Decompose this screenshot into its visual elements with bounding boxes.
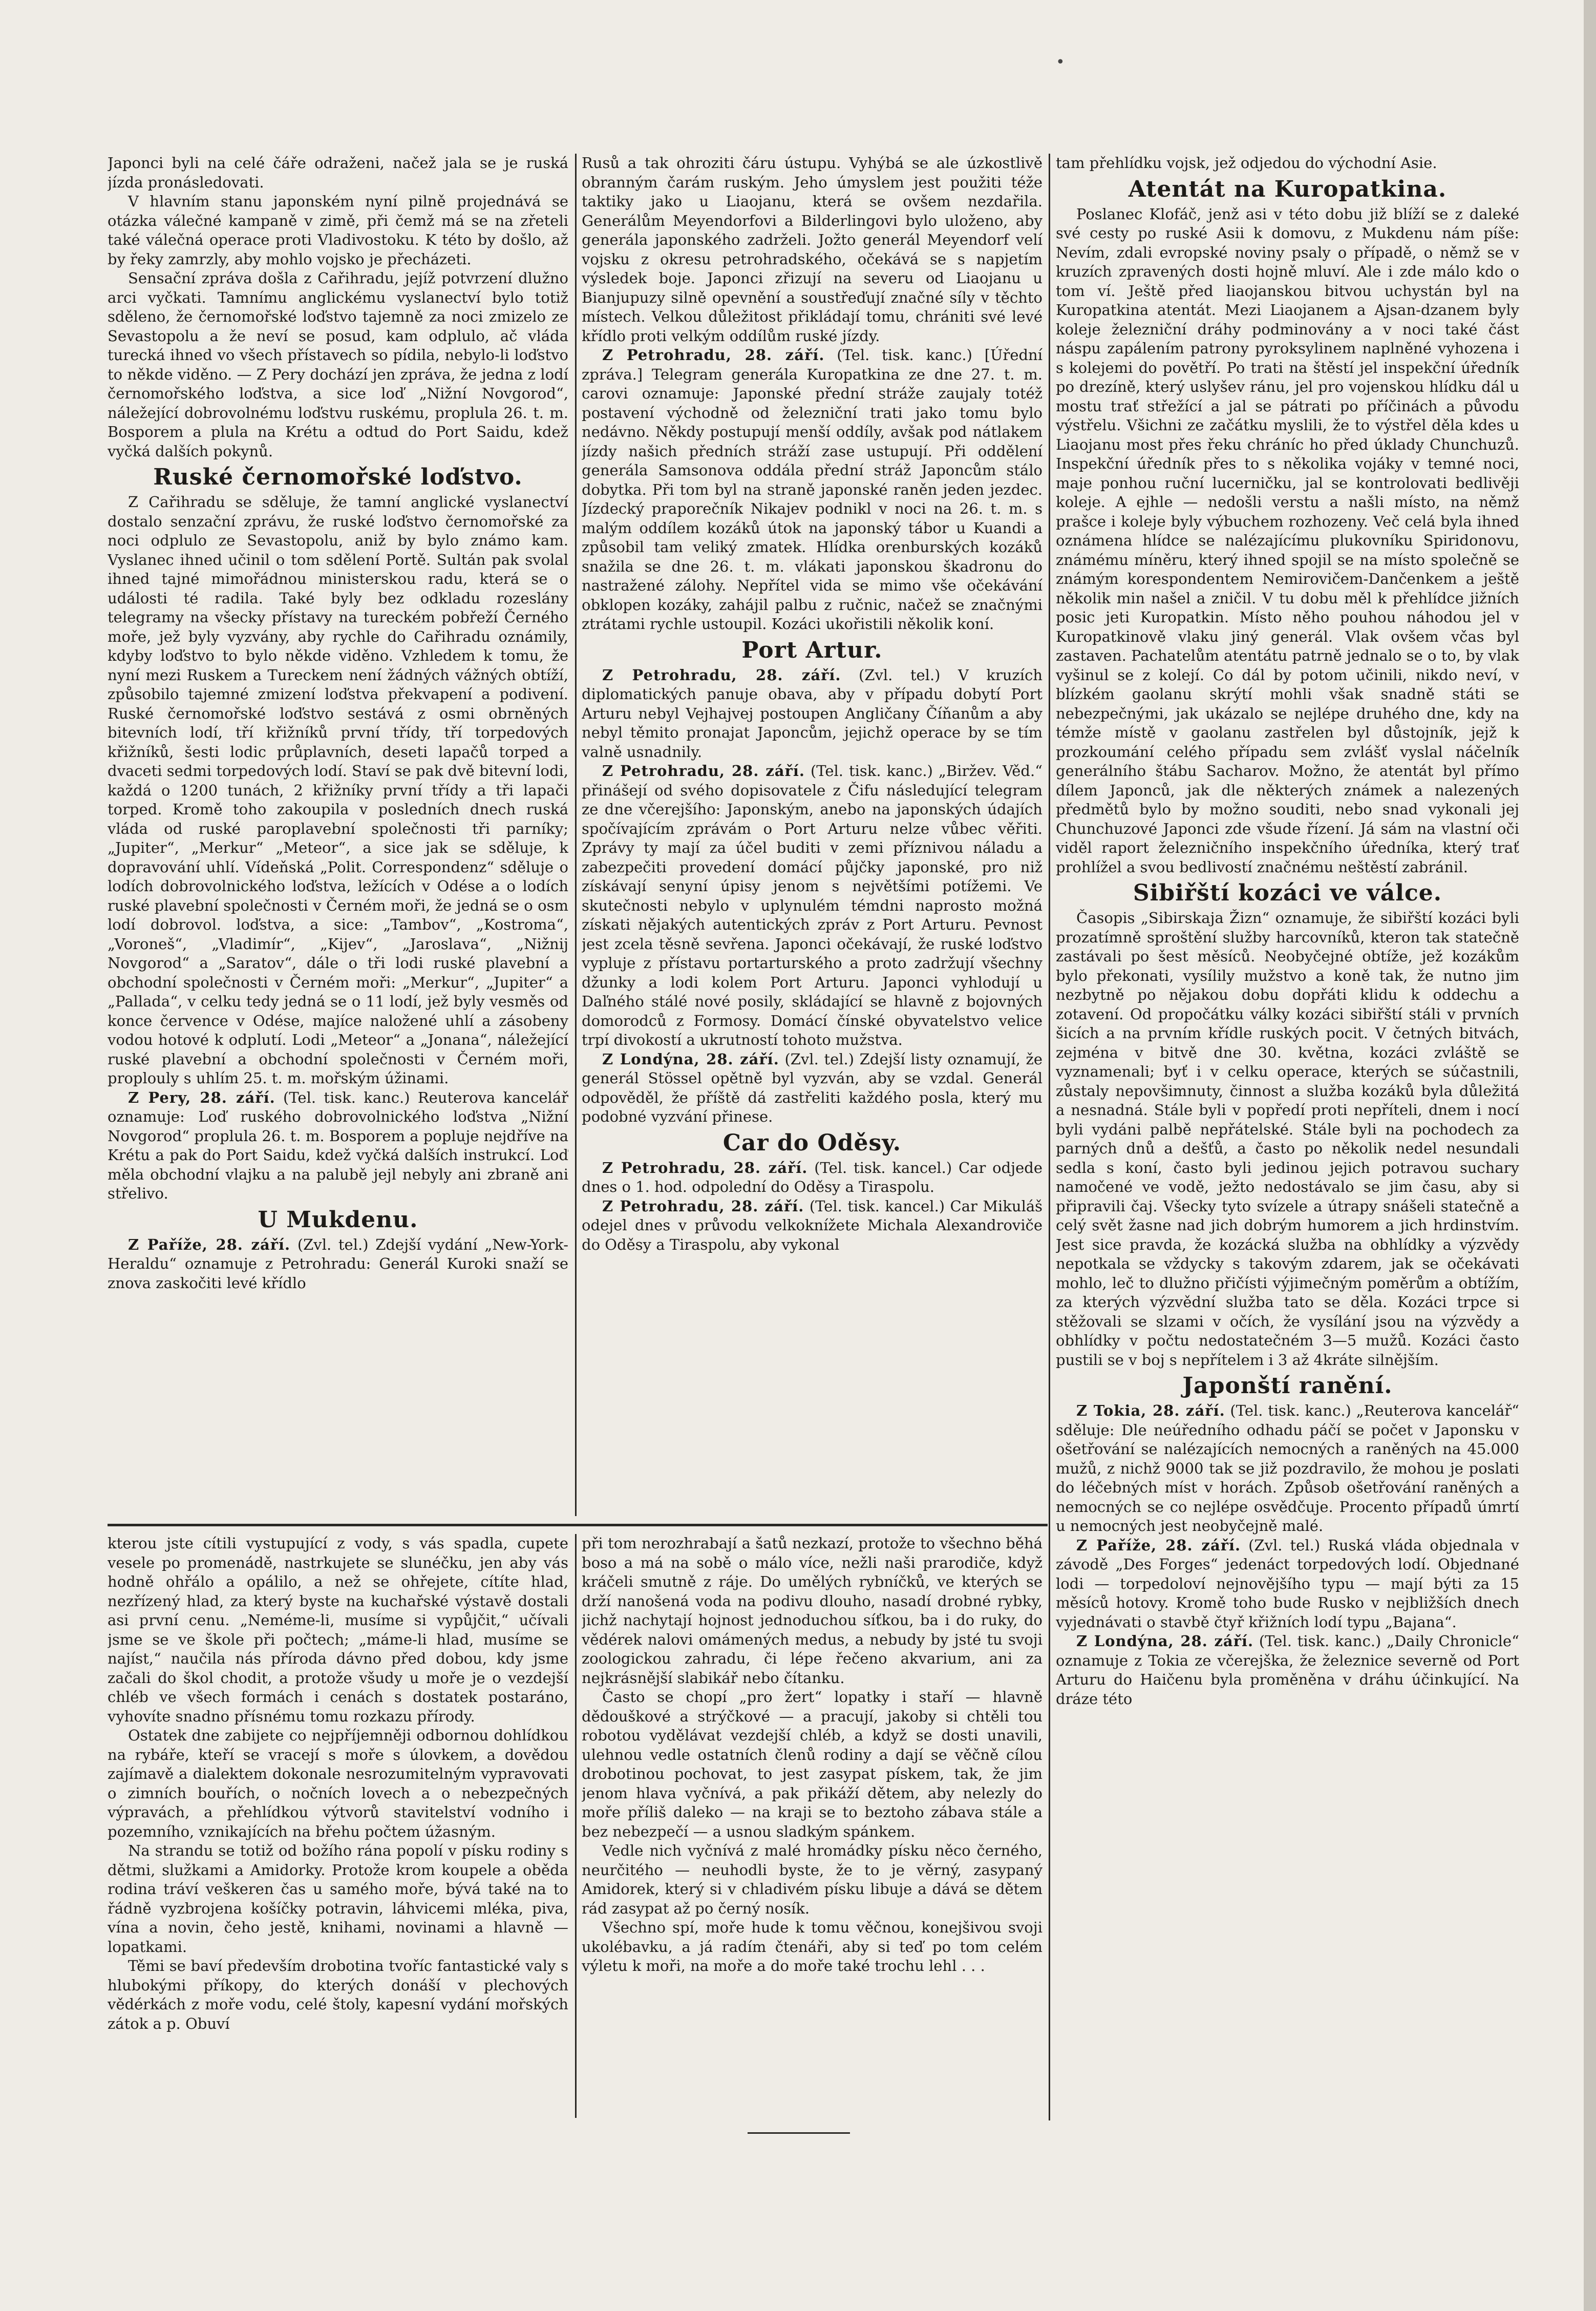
column-rule-2 — [1049, 154, 1050, 2120]
paragraph: (Tel. tisk. kanc.) „Reuterova kancelář“ sděluje: Dle neúředního odhadu páčí se počet v Japonsku v ošetřování se nalézajících nemocných a raněných na 45.000 mužů, z nichž 9000 tak se již pozdravilo, že mohou je poslati do léčebných míst v horách. Způsob ošetřování raněných a nemocných se co nejlépe osvědčuje. Procento případů úmrtí u nemocných jest neobyčejně malé. — [1056, 1402, 1519, 1535]
column-3 — [1056, 154, 1519, 2120]
paragraph: Často se chopí „pro žert“ lopatky i staří — hlavně dědouškové a strýčkové — a pracují, jakoby si chtěli tou robotou vydělávat vezdejší chléb, a když se dosti unavili, ulehnou vedle ostatních členů rodiny a dají se věčně cílou drobotinou pochovat, to jest zasypat pískem, tak, že jim jenom hlava vyčnívá, a pak přikáží dětem, aby nelezly do moře příliš daleko — na kraji se to beztoho zábava stále a bez nebezpečí — a usnou sladkým spánkem. — [582, 1688, 1042, 1840]
feuilleton-rule — [108, 1524, 1048, 1526]
page-edge — [1584, 0, 1596, 2311]
column-rule-1 — [575, 154, 577, 1516]
paragraph: (Tel. tisk. kanc.) „Biržev. Věd.“ přinášejí od svého dopisovatele z Čifu následující telegram ze dne včerejšího: Japonským, anebo na japonských údajích spočívajícím zprávám o Port Arturu nelze vůbec věřiti. Zprávy ty mají za účel buditi v zemi příznivou náladu a zabezpečiti provedení domácí půjčky japonské, pro niž získávají senyní úpisy jenom s největšími potížemi. Ve skutečnosti nebylo v uplynulém témdni naprosto možná získati nějakých autentických zpráv z Port Arturu. Pevnost jest zcela těsně sevřena. Japonci očekávají, že ruské loďstvo vypluje z přístavu portarturského a proto zadržují všechny džunky a lodi kolem Port Arturu. Japonci vyhlodují u Daľného stálé nové posily, skládající se hlavně z bojovných domorodců z Formosy. Domácí čínské obyvatelstvo velice trpí divokostí a ukrutností tohoto mužstva. — [582, 762, 1042, 1048]
paragraph: Vedle nich vyčnívá z malé hromádky písku něco černého, neurčitého — neuhodli byste, že to je věrný, zasypaný Amidorek, který si v chladivém písku libuje a dává se dětem rád zasypat až po černý nosík. — [582, 1842, 1042, 1917]
column-rule-3 — [575, 1534, 577, 2118]
headline-sibirsti-kozaci: Sibiřští kozáci ve válce. — [1133, 880, 1442, 906]
paragraph: (Tel. tisk. kancel.) Car Mikuláš odejel dnes v průvodu velkoknížete Michala Alexandroviče do Oděsy a Tiraspolu, aby vykonal — [582, 1197, 1042, 1253]
paragraph: Poslanec Klofáč, jenž asi v této dobu již blíží se z daleké své cesty po ruské Asii k domovu, z Mukdenu nám píše: Nevím, zdali evropské noviny psaly o případě, o němž se v kruzích zpravených dosti hojně mluví. Ale i zde málo kdo o tom ví. Ještě před liaojanskou bitvou uchystán byl na Kuropatkina atentát. Mezi Liaojanem a Ajsan-dzanem byly koleje železniční dráhy podminovány a v noci také část náspu zapálením patrony pyroksylinem naplněné vyhozena i s kolejemi do povětří. Po trati na štěstí jel inspekční úředník po drezíně, který uslyšev ránu, jel pro vojenskou hlídku dál u mostu trať střežící a jal se pátrati po příčinách a původu výstřelu. Všichni ze začátku myslili, že to výstřel děla kdes u Liaojanu most přes řeku chráníc ho před úklady Chunchuzů. Inspekční úředník přes to s několika vojáky v temné noci, maje ponhou ruční lucerničku, jal se kontrolovati bedlivěji koleje. A ejhle — nedošli verstu a našli místo, na němž prašce i koleje byly výbuchem rozhozeny. Več celá byla ihned oznámena hlídce se nalézajícímu plukovníku Spiridonovu, známému míněru, který ihned spojil se na místo společně se známým korespondentem Nemirovičem-Dančenkem a ještě několik min našel a zničil. V tu dobu měl k přehlídce jižních posic jeti Kuropatkin. Místo něho pouhou náhodou jel v Kuropatkinově vlaku jiný generál. Vlak ovšem včas byl zastaven. Pachatelům atentátu patrně jednalo se o to, by vlak vyšinul se z kolejí. Co dál by potom učinili, nikdo neví, v blízkém gaolanu skrýtí mohli však snadně státi se nebezpečnými, jak ukázalo se nejlépe druhého dne, kdy na témže místě v gaolanu zastřelen byl důstojník, jejž k prozkoumání celého případu sem zvlášť vyslal náčelník generálního štábu Sacharov. Možno, že atentát byl přímo dílem Japonců, jak dle některých známek a nalezených předmětů bylo by možno souditi, nebo snad vykonali jej Chunchuzové Japonci zde všude řízení. Já sám na vlastní oči viděl raport železničního inspekčního úředníka, který trať prohlížel a svou bedlivostí značnému neštěstí zabránil. — [1056, 205, 1519, 876]
paragraph: Sensační zpráva došla z Cařihradu, jejíž potvrzení dlužno arci vyčkati. Tamnímu anglickému vyslanectví bylo totiž sděleno, že černomořské loďstvo tajemně za noci zmizelo ze Sevastopolu a že neví se posud, kam odplulo, ač vláda turecká ihned vo všech přístavech so pídila, nebylo-li loďstvo to někde viděno. — Z Pery dochází jen zpráva, že jedna z lodí černomořského loďstva, a sice loď „Nižní Novgorod“, náležející dobrovolnému loďstvu ruskému, proplula 26. t. m. Bosporem a plula na Krétu a odtud do Port Saidu, kdež vyčká dalších pokynů. — [108, 269, 568, 460]
headline-ruske-lodstvo: Ruské černomořské loďstvo. — [153, 464, 523, 490]
paragraph: (Tel. tisk. kanc.) „Daily Chronicle“ oznamuje z Tokia ze včerejška, že železnice severně od Port Arturu do Haičenu byla proměněna v dráhu účinkující. Na dráze této — [1056, 1632, 1519, 1708]
headline-car-do-odesy: Car do Oděsy. — [722, 1129, 902, 1156]
paragraph: Časopis „Sibirskaja Žizn“ oznamuje, že sibiřští kozáci byli prozatímně sproštění služby harcovníků, kteron tak statečně zastávali po šest měsíců. Neobyčejné obtíže, jež kozákům bylo překonati, vysílily mužstvo a koně tak, že nutno jim nezbytně po nějakou dobu dopřáti klidu k oddechu a zotavení. Od propočátku války kozáci sibiřští stáli v prvních šicích a na prvním křídle ruských pocit. V četných bitvách, zejména v bitvě dne 30. května, kozáci zvláště se vyznamenali; byť i v celku operace, kterých se súčastnili, zůstaly nepovšimnuty, činnost a služba kozáků byla důležitá a nesnadná. Stále byli v popředí proti nepříteli, dnem i nocí byli vydáni palbě nepřátelské. Stále byli na pochodech za parných dnů a dešťů, a často po několik nedel nesundali sedla s koní, často byli jedinou jejich potravou suchary namočené ve vodě, ježto nedostávalo se jim času, aby si připravili čaj. Všecky tyto svízele a útrapy snášeli statečně a celý svět žasne nad jich dobrým humorem a jich hrdinstvím. Jest sice pravda, že kozácká služba na obhlídky a výzvědy nepotkala se vždycky s takovým zdarem, jak se očekávati mohlo, leč to dlužno přičísti výjimečným poměrům a obtížím, za kterých výzvědní služba tato se děla. Kozáci trpce si stěžovali se slzami v očích, že vysílání jsou na výzvědy a obhlídky v počtu nedostatečném 3—5 mužů. Kozáci často pustili se v boj s nepřítelem i 3 až 4kráte silnějším. — [1056, 909, 1519, 1369]
print-mark: • — [1056, 53, 1065, 71]
paragraph: Všechno spí, moře hude k tomu věčnou, konejšivou svoji ukolébavku, a já radím čtenáři, aby si teď po tom celém výletu k moři, na moře a do moře také trochu lehl . . . — [582, 1919, 1042, 1974]
dateline: Z Tokia, 28. září. — [1076, 1402, 1225, 1419]
paragraph: Rusů a tak ohroziti čáru ústupu. Vyhýbá se ale úzkostlivě obranným čarám ruským. Jeho úmyslem jest použiti téže taktiky jako u Liaojanu, která se ovšem nezdařila. Generálům Meyendorfovi a Bilderlingovi bylo uloženo, aby generála japonského zadrželi. Jožto generál Meyendorf velí vojsku z okresu petrohradského, očekává se s napjetím výsledek boje. Japonci zřizují na severu od Liaojanu u Bianjupuzy silně opevnění a soustřeďují značné síly v těchto místech. Velkou důležitost přikládají tomu, chrániti své levé křídlo proti velkým oddílům ruské jízdy. — [582, 154, 1042, 345]
paragraph: (Zvl. tel.) Ruská vláda objednala v závodě „Des Forges“ jedenáct torpedových lodí. Objednané lodi — torpedoloví nejnovějšího typu — mají býti za 15 měsíců hotovy. Kromě toho bude Rusko v nejbližších dnech vyjednávati o stavbě čtyř křižních lodí typu „Bajana“. — [1056, 1536, 1519, 1631]
headline-japonsti-raneni: Japonští ranění. — [1182, 1373, 1393, 1399]
paragraph: (Tel. tisk. kancel.) Car odjede dnes o 1. hod. odpolední do Oděsy a Tiraspolu. — [582, 1159, 1042, 1195]
dateline: Z Paříže, 28. září. — [1076, 1536, 1241, 1554]
dateline: Z Petrohradu, 28. září. — [602, 666, 841, 684]
paragraph: Těmi se baví především drobotina tvoříc fantastické valy s hlubokými příkopy, do kterých donáší v plechových vědérkách z moře vodu, celé štoly, kapesní vydání mořských zátok a p. Obuví — [108, 1957, 568, 2032]
paragraph: tam přehlídku vojsk, jež odjedou do východní Asie. — [1056, 154, 1437, 172]
column-2-top — [582, 154, 1042, 1519]
paragraph: Z Cařihradu se sděluje, že tamní anglické vyslanectví dostalo senzační zprávu, že ruské loďstvo černomořské za noci odplulo ze Sevastopolu, aniž by bylo známo kam. Vyslanec ihned učinil o tom sdělení Portě. Sultán pak svolal ihned tajné mimořádnou ministerskou radu, která se o události té radila. Také byly bez odkladu rozeslány telegramy na všecky přístavy na tureckém pobřeží Černého moře, jež byly vyzvány, aby rychle do Cařihradu oznámily, kdyby loďstvo to bylo někde viděno. Vzhledem k tomu, že nyní mezi Ruskem a Tureckem není žádných vážných obtíží, způsobilo tajemné zmizení loďstva překvapení a podivení. Ruské černomořské loďstvo sestává z osmi obrněných bitevních lodí, tří křižníků první třídy, tří torpedových křižníků, šesti lodic průplavních, deseti lapačů torped a dvaceti sedmi torpedových lodí. Staví se pak dvě bitevní lodi, každá o 1200 tunách, 2 křižníky první třídy a tři lapači torped. Kromě toho zakoupila v posledních dnech ruská vláda od ruské paroplavební společnosti tři parníky; „Jupiter“, „Merkur“ „Meteor“, a sice jak se sděluje, k dopravování uhlí. Vídeňská „Polit. Correspondenz“ sděluje o lodích dobrovolnického loďstva, ležících v Odése a o lodích ruské plavební společnosti v Černém moři, že jedná se o osm lodí dobrovol. loďstva, a sice: „Tambov“, „Kostroma“, „Voroneš“, „Vladimír“, „Kijev“, „Jaroslava“, „Nižnij Novgorod“ a „Saratov“, dále o tři lodi ruské plavební a obchodní společnosti v Černém moři: „Merkur“, „Jupiter“ a „Pallada“, v celku tedy jedná se o 11 lodí, jež byly vesměs od konce července v Odése, majíce naložené uhlí a zásobeny vodou hotové k odplutí. Lodi „Meteor“ a „Jonana“, náležející ruské plavební a obchodní společnosti v Černém moři, proplouly s uhlím 25. t. m. mořským úžinami. — [108, 493, 568, 1087]
paragraph: (Zvl. tel.) Zdejší listy oznamují, že generál Stössel opětně byl vyzván, aby se vzdal. Generál odpověděl, že příště dá zastřeliti každého posla, který mu podobné vyzvání přinese. — [582, 1050, 1042, 1125]
paragraph: Na strandu se totiž od božího rána popolí v písku rodiny s dětmi, služkami a Amidorky. Protože krom koupele a oběda rodina tráví veškeren čas u samého moře, bývá také na to řádně vyzbrojena košíčky potravin, láhvicemi mléka, piva, vína a novin, čeho jestě, knihami, novinami a hlavně — lopatkami. — [108, 1842, 568, 1956]
paragraph: (Tel. tisk. kanc.) [Úřední zpráva.] Telegram generála Kuropatkina ze dne 27. t. m. carovi oznamuje: Japonské přední stráže zaujaly totéž postavení východně od železniční trati jako tomu bylo nedávno. Někdy postupují menší oddíly, avšak pod nátlakem jízdy našich předních stráží zase ustupují. Při oddělení generála Samsonova oddála přední stráž Japoncům stálo dobytka. Při tom byl na straně japonské raněn jeden jezdec. Jízdecký praporečník Nikajev podnikl v noci na 26. t. m. s malým oddílem kozáků útok na japonský tábor u Kuandi a způsobil tam veliký zmatek. Hlídka orenburských kozáků snažila se dne 26. t. m. vlákati japonskou škadronu do nastražené zálohy. Nepřítel vida se mimo vše očekávání obklopen kozáky, zahájil palbu z ručnic, načež se značnými ztrátami rychle ustoupil. Kozáci ukořistili několik koní. — [582, 346, 1042, 633]
dateline: Z Paříže, 28. září. — [128, 1235, 291, 1253]
paragraph: Japonci byli na celé čáře odraženi, načež jala se je ruská jízda pronásledovati. — [108, 154, 568, 191]
feuilleton-column-1 — [108, 1534, 568, 2118]
paragraph: (Zvl. tel.) V kruzích diplomatických panuje obava, aby v případu dobytí Port Arturu nebyl Vejhajvej postoupen Angličany Číňanům a aby nebyl těmito pronajat Japoncům, jejichž operace by se tím valně usnadnily. — [582, 666, 1042, 761]
paragraph: V hlavním stanu japonském nyní pilně projednává se otázka válečné kampaně v zimě, při čemž má se na zřeteli také válečná operace proti Vladivostoku. K této by došlo, až by řeky zamrzly, aby mohlo vojsko je přecházeti. — [108, 193, 568, 268]
paragraph: (Tel. tisk. kanc.) Reuterova kancelář oznamuje: Loď ruského dobrovolnického loďstva „Nižní Novgorod“ proplula 26. t. m. Bosporem a popluje nejdříve na Krétu a pak do Port Saidu, kdež vyčká dalších instrukcí. Loď měla obchodní vlajku a na palubě jejl nebyly ani zbraně ani střelivo. — [108, 1088, 568, 1202]
headline-atentat: Atentát na Kuropatkina. — [1128, 176, 1447, 202]
dateline: Z Londýna, 28. září. — [1076, 1632, 1254, 1650]
paragraph: Ostatek dne zabijete co nejpříjemněji odbornou dohlídkou na rybáře, kteří se vracejí s moře s úlovkem, a dovědou zajímavě a dialektem dokonale nesrozumitelným vypravovati o zimních bouřích, o nočních lovech a o nebezpečných výpravách, a přehlídkou výtvorů stavitelství vodního i pozemního, vznikajících na břehu počtem úžasným. — [108, 1727, 568, 1840]
dateline: Z Petrohradu, 28. září. — [602, 1159, 808, 1176]
dateline: Z Pery, 28. září. — [128, 1088, 275, 1106]
paragraph: při tom nerozhrabají a šatů nezkazí, protože to všechno běhá boso a má na sobě o málo více, nežli naši prarodiče, když kráčeli smutně z ráje. Do umělých rybníčků, ve kterých se drží nanošená voda na podivu dlouho, nasadí drobné rybky, jichž nachytají hojnost jednoduchou síťkou, ba i do ruky, do vědérek nalovi omámených medus, a nebudy by jsté tu svoji zoologickou zahradu, či lépe řečeno akvarium, ani za nejkrásnější slabikář nebo čítanku. — [582, 1535, 1042, 1687]
feuilleton-column-2 — [582, 1534, 1042, 2118]
column-1-top — [108, 154, 568, 1519]
headline-mukden: U Mukdenu. — [258, 1206, 418, 1233]
paragraph: (Zvl. tel.) Zdejší vydání „New-York-Heraldu“ oznamuje z Petrohradu: Generál Kuroki snaží se znova zaskočiti levé křídlo — [108, 1235, 568, 1292]
dateline: Z Petrohradu, 28. září. — [602, 1197, 804, 1215]
end-rule — [748, 2132, 850, 2134]
headline-port-artur: Port Artur. — [741, 637, 883, 663]
dateline: Z Petrohradu, 28. září. — [602, 346, 825, 364]
dateline: Z Petrohradu, 28. září. — [602, 762, 805, 780]
dateline: Z Londýna, 28. září. — [602, 1050, 779, 1068]
paragraph: kterou jste cítili vystupující z vody, s vás spadla, cupete vesele po promenádě, nastrkujete se slunéčku, jen aby vás hodně ohřálo a opálilo, a než se ohřejete, cítíte hlad, nezřízený hlad, za který byste na kuchařské výstavě dostali asi první cenu. „Neméme-li, musíme si vypůjčit,“ učívali jsme se ve škole při počtech; „máme-li hlad, musíme se najíst,“ naučila nás příroda dávno před dobou, kdy jsme začali do škol chodit, a protože všudy u moře je o vezdejší chléb ve všech formách i cenách s dostatek postaráno, vyhovíte snadno přísnému tomu rozkazu přírody. — [108, 1535, 568, 1725]
